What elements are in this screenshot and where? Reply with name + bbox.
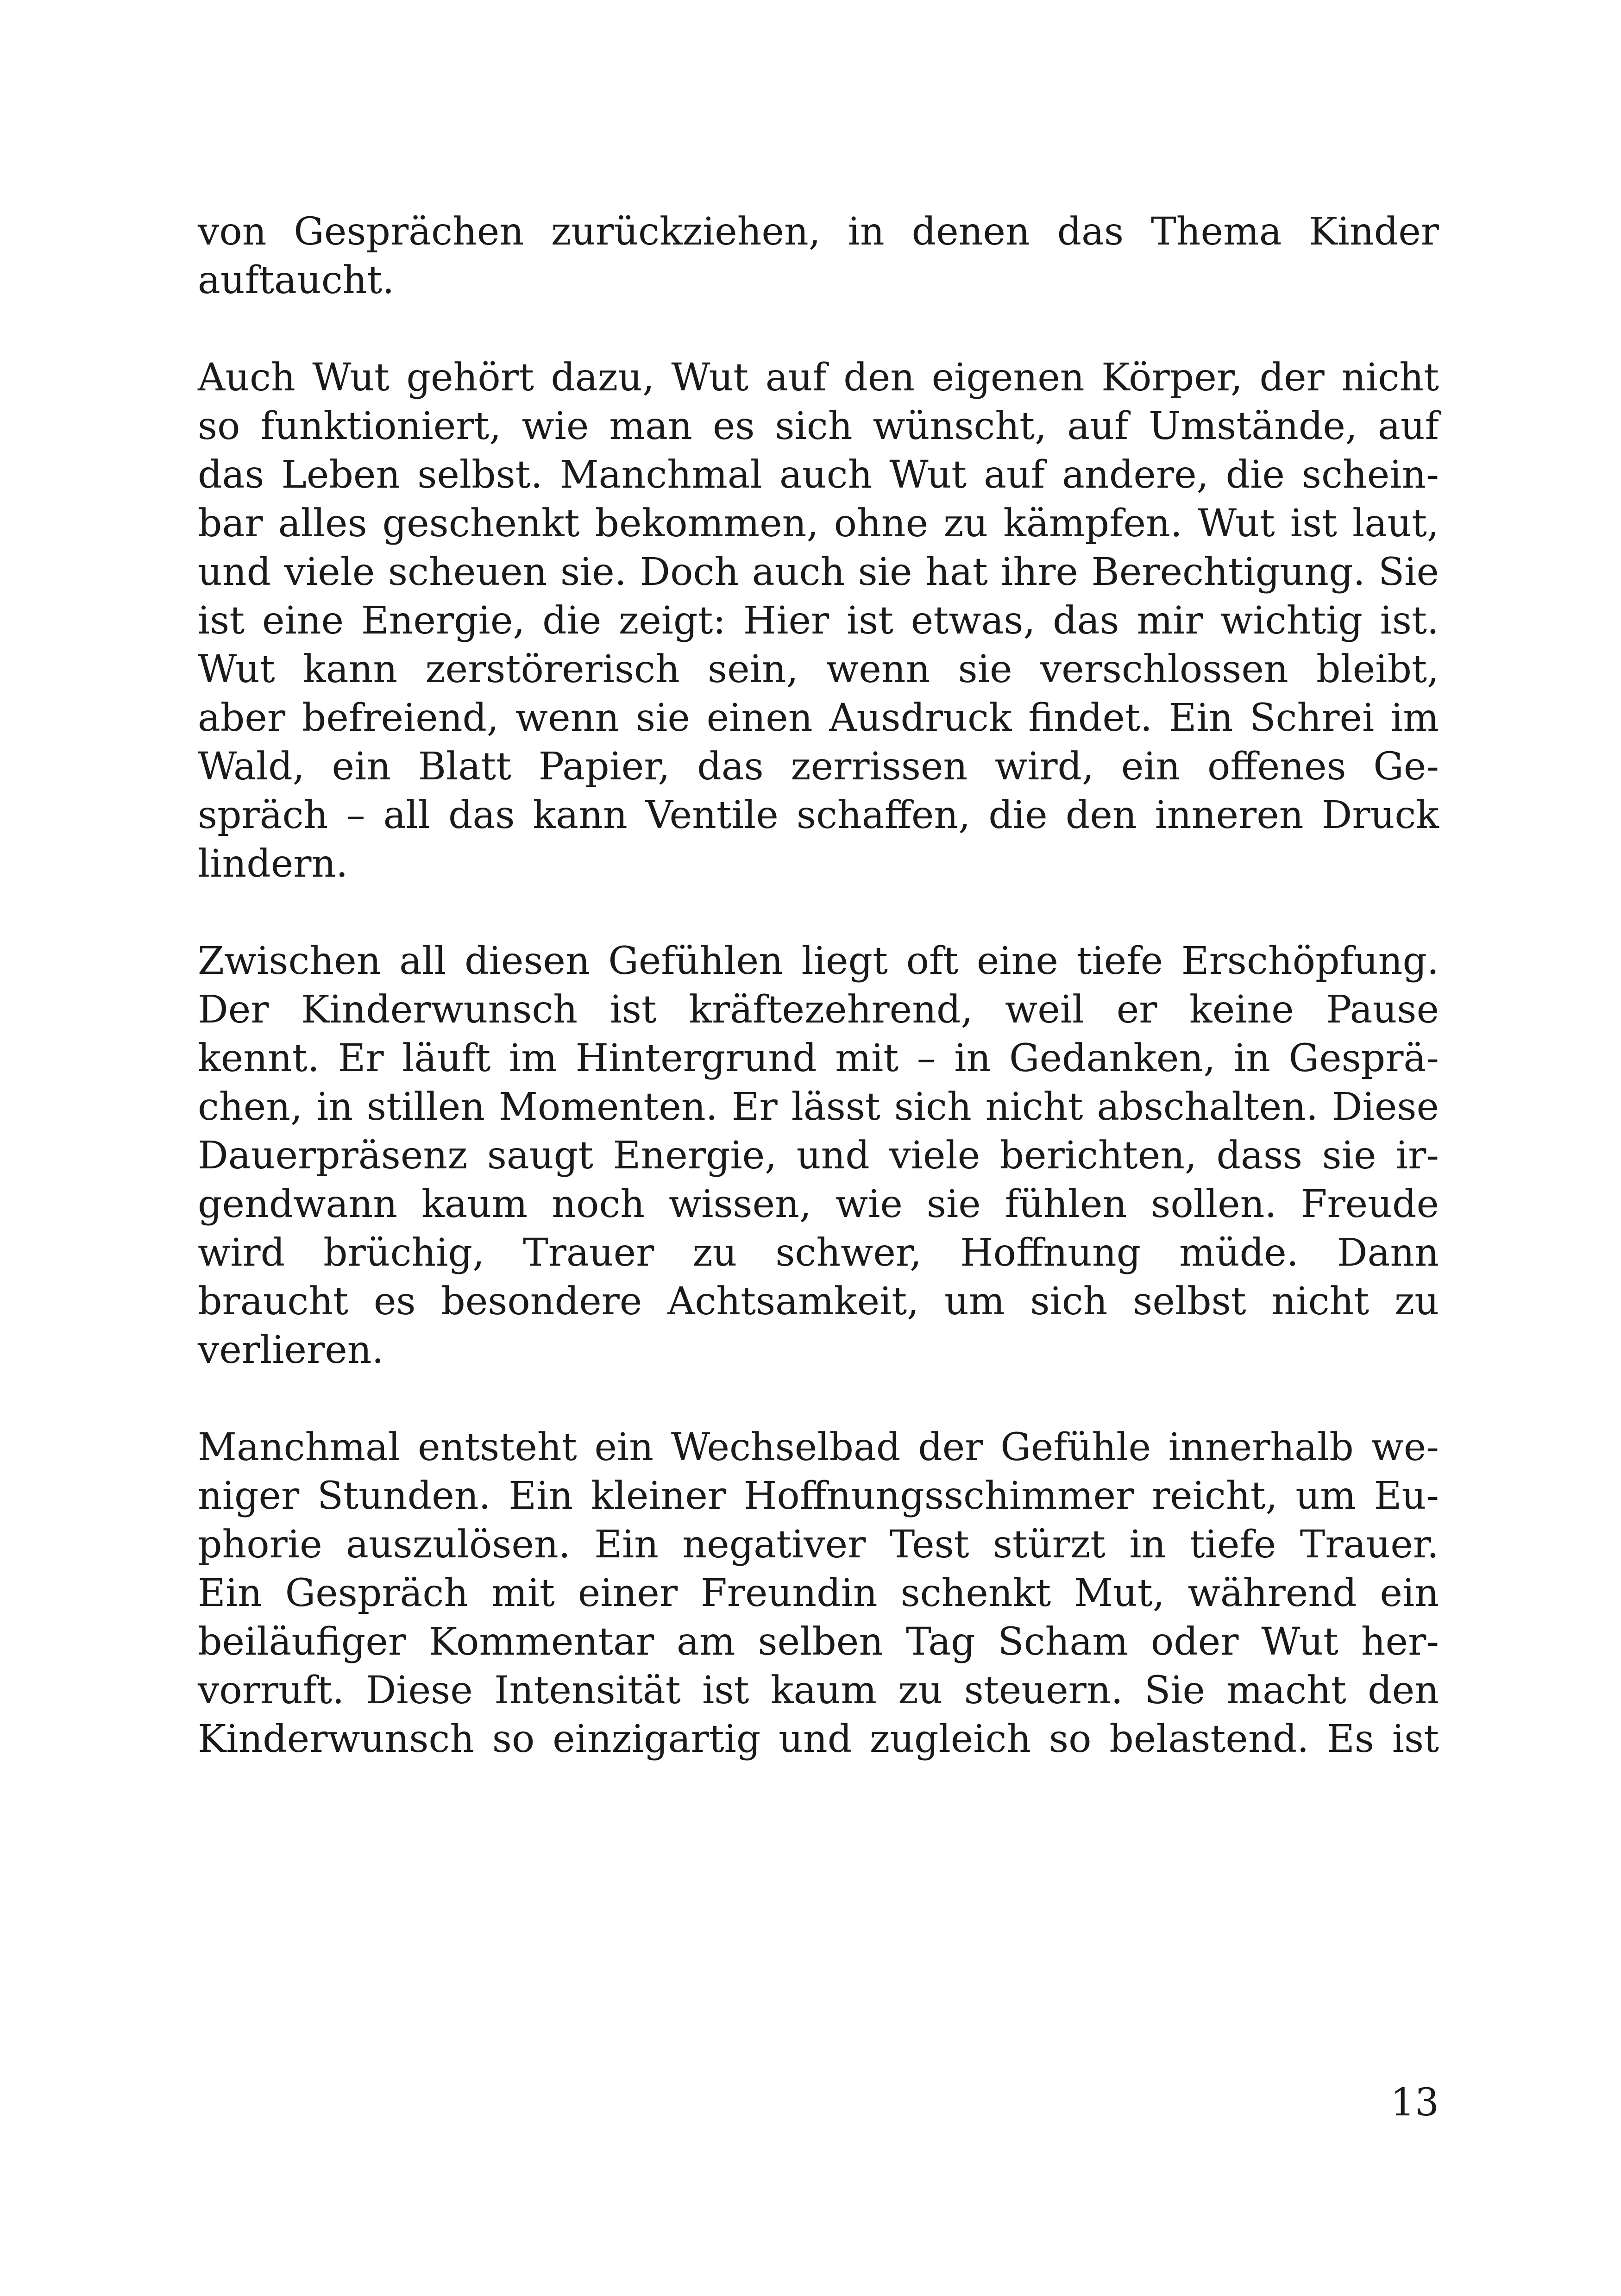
text-line: Dauerpräsenz saugt Energie, und viele berichten, dass sie ir- — [198, 1134, 1439, 1178]
text-line: vorruft. Diese Intensität ist kaum zu steuern. Sie macht den — [198, 1669, 1439, 1713]
text-line: auftaucht. — [198, 258, 395, 302]
text-line: beiläufiger Kommentar am selben Tag Scham oder Wut her- — [198, 1620, 1439, 1664]
paragraph-gap — [198, 888, 1439, 937]
text-line: kennt. Er läuft im Hintergrund mit – in Gedanken, in Gesprä- — [198, 1036, 1439, 1080]
body-text — [198, 207, 1439, 1763]
paragraph — [198, 937, 1439, 1374]
text-line: gendwann kaum noch wissen, wie sie fühlen sollen. Freude — [198, 1182, 1439, 1226]
page-number: 13 — [1390, 2081, 1439, 2125]
text-line: Ein Gespräch mit einer Freundin schenkt Mut, während ein — [198, 1571, 1439, 1615]
text-line: Zwischen all diesen Gefühlen liegt oft eine tiefe Erschöpfung. — [198, 939, 1439, 983]
text-line: niger Stunden. Ein kleiner Hoffnungsschimmer reicht, um Eu- — [198, 1474, 1439, 1518]
paragraph — [198, 1423, 1439, 1763]
text-line: ist eine Energie, die zeigt: Hier ist etwas, das mir wichtig ist. — [198, 599, 1439, 643]
text-line: aber befreiend, wenn sie einen Ausdruck findet. Ein Schrei im — [198, 696, 1439, 740]
text-line: von Gesprächen zurückziehen, in denen das Thema Kinder — [198, 210, 1439, 254]
paragraph-gap — [198, 1374, 1439, 1423]
paragraph — [198, 207, 1439, 305]
text-line: Wut kann zerstörerisch sein, wenn sie verschlossen bleibt, — [198, 647, 1439, 691]
paragraph-gap — [198, 305, 1439, 353]
text-line: spräch – all das kann Ventile schaffen, die den inneren Druck — [198, 793, 1439, 837]
text-line: Auch Wut gehört dazu, Wut auf den eigenen Körper, der nicht — [198, 356, 1439, 400]
text-line: und viele scheuen sie. Doch auch sie hat ihre Berechtigung. Sie — [198, 550, 1439, 594]
text-line: phorie auszulösen. Ein negativer Test stürzt in tiefe Trauer. — [198, 1523, 1439, 1567]
text-line: Wald, ein Blatt Papier, das zerrissen wird, ein offenes Ge- — [198, 745, 1439, 789]
text-line: wird brüchig, Trauer zu schwer, Hoffnung müde. Dann — [198, 1231, 1439, 1275]
text-line: Der Kinderwunsch ist kräftezehrend, weil er keine Pause — [198, 988, 1439, 1032]
text-line: Manchmal entsteht ein Wechselbad der Gefühle innerhalb we- — [198, 1425, 1439, 1469]
text-line: lindern. — [198, 842, 348, 886]
text-line: braucht es besondere Achtsamkeit, um sich selbst nicht zu — [198, 1280, 1439, 1324]
text-line: das Leben selbst. Manchmal auch Wut auf andere, die schein- — [198, 453, 1439, 497]
text-line: so funktioniert, wie man es sich wünscht, auf Umstände, auf — [198, 404, 1439, 448]
text-line: Kinderwunsch so einzigartig und zugleich so belastend. Es ist — [198, 1717, 1439, 1761]
text-line: verlieren. — [198, 1328, 384, 1372]
paragraph — [198, 353, 1439, 888]
text-line: chen, in stillen Momenten. Er lässt sich nicht abschalten. Diese — [198, 1085, 1439, 1129]
text-line: bar alles geschenkt bekommen, ohne zu kämpfen. Wut ist laut, — [198, 502, 1439, 546]
